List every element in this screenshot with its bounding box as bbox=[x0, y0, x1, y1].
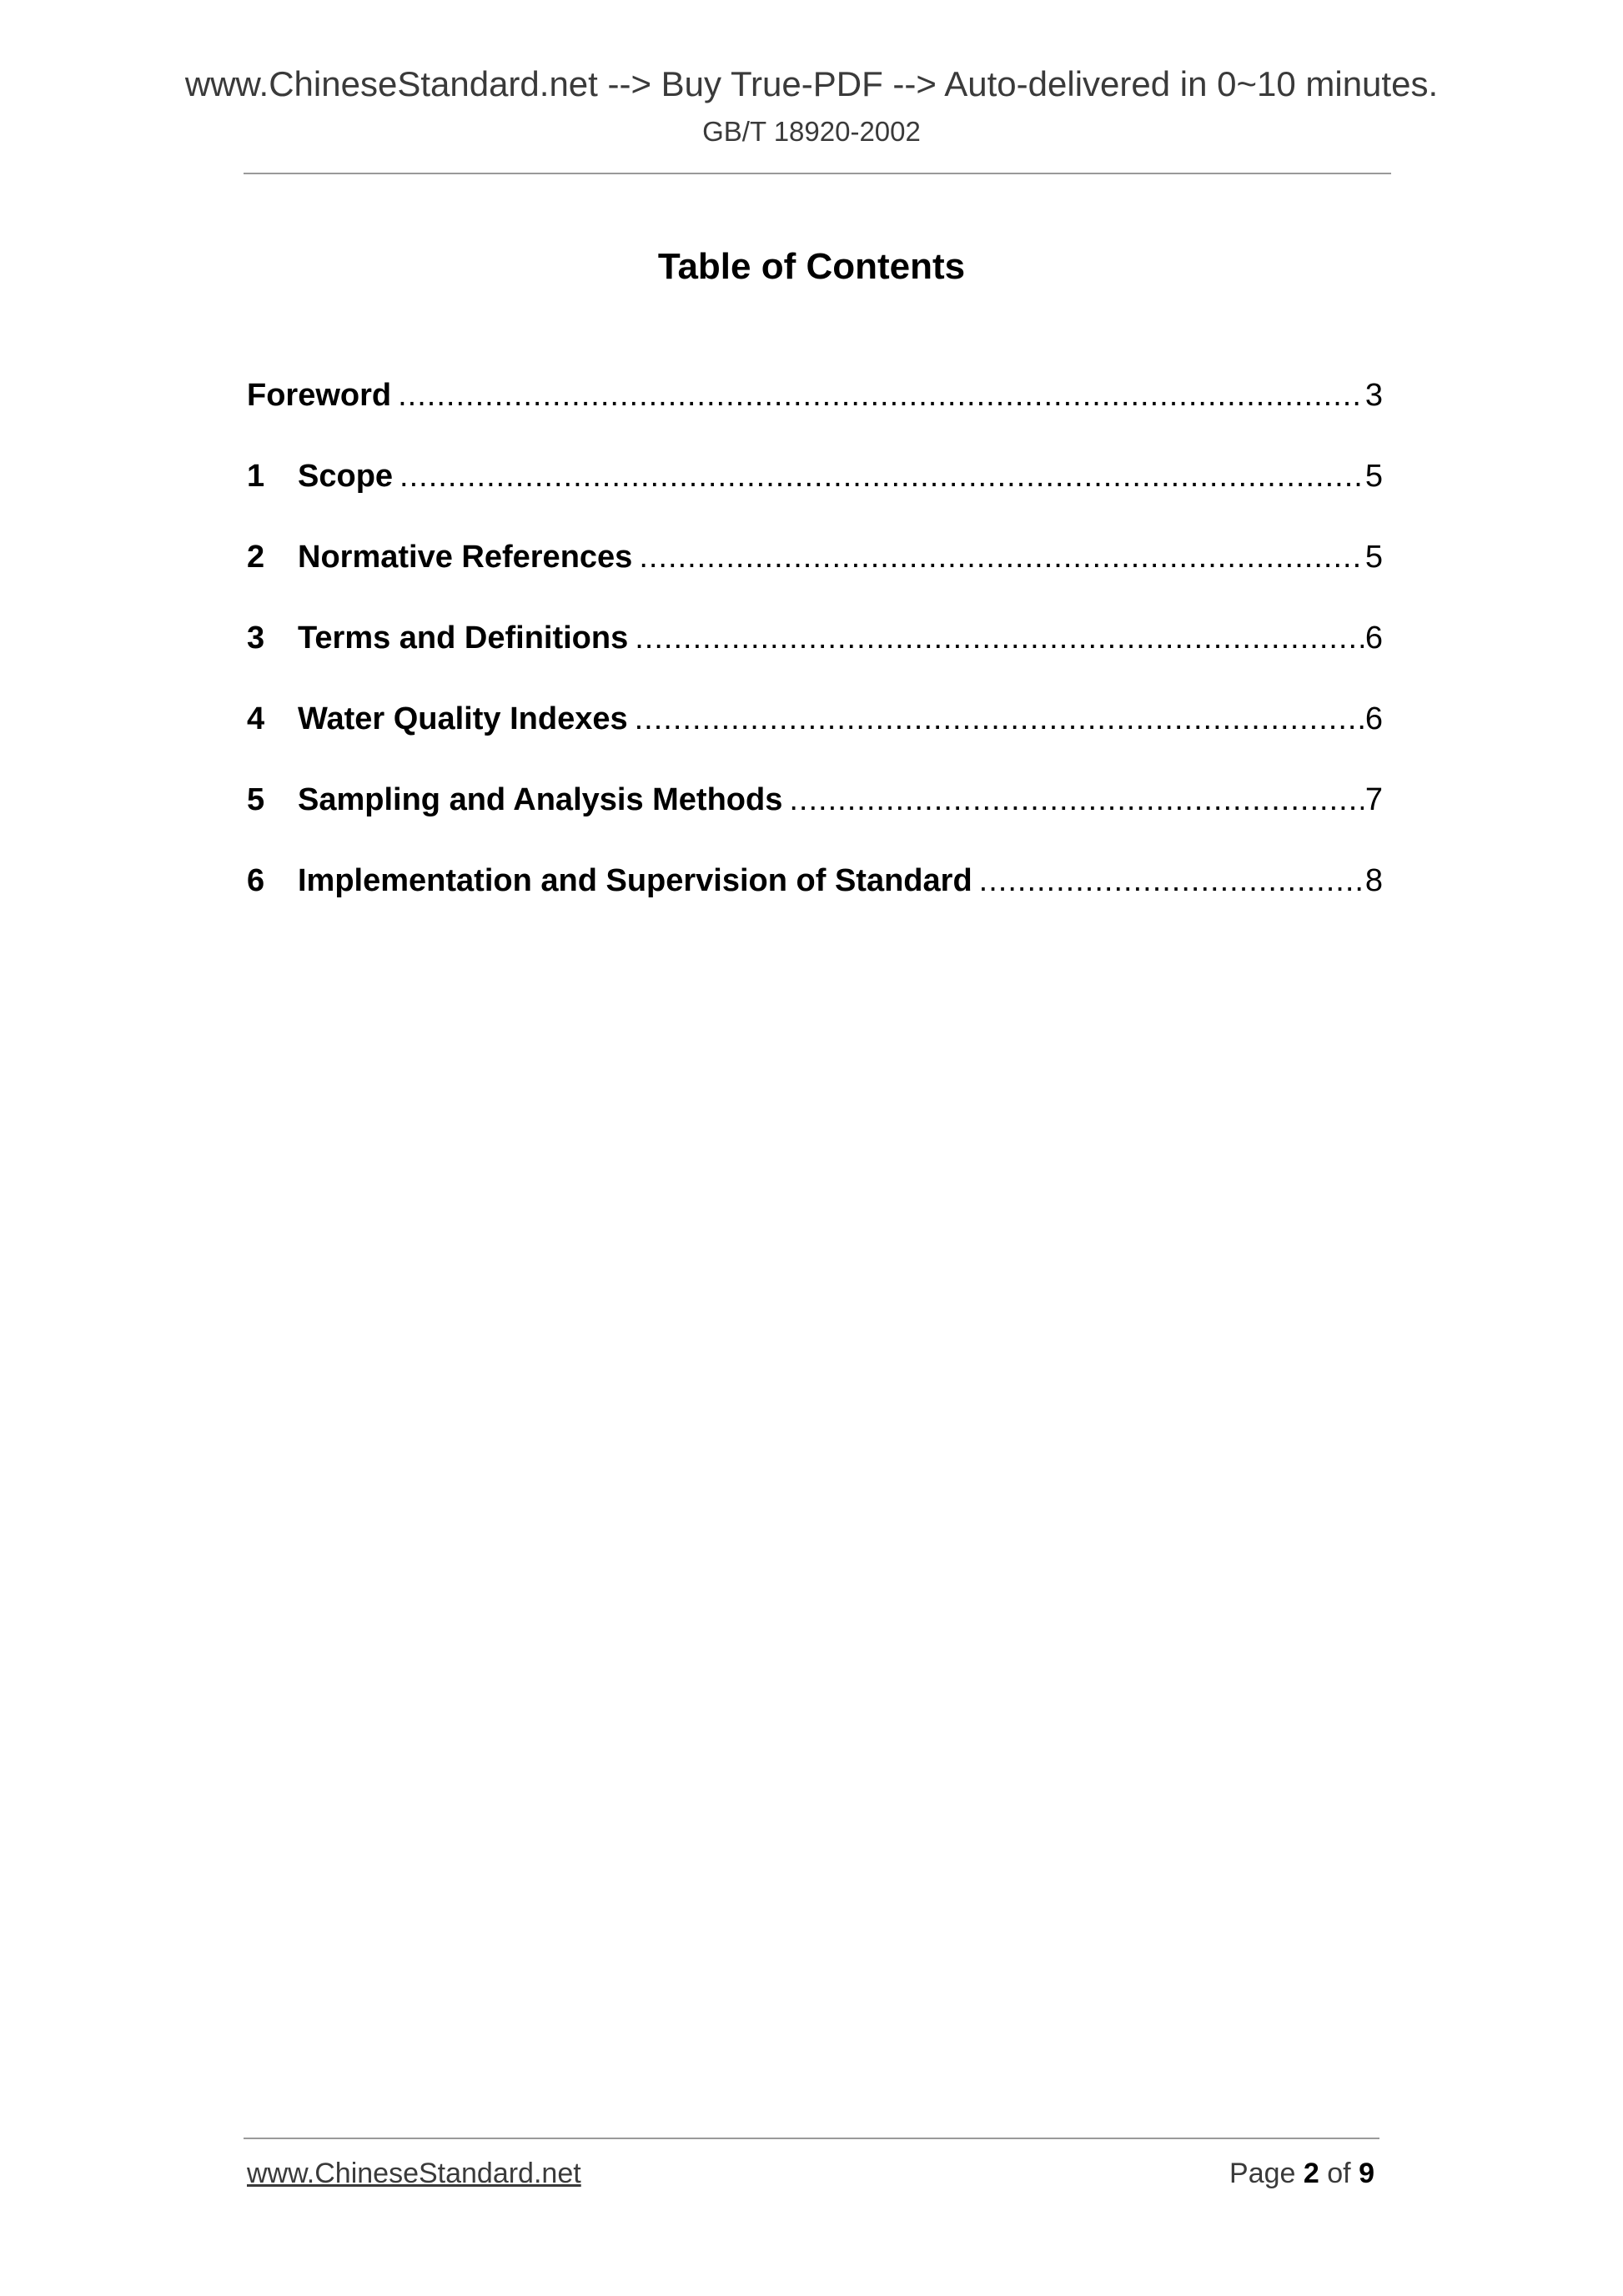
toc-entry-number: 6 bbox=[247, 863, 265, 898]
toc-entry-number: 1 bbox=[247, 459, 265, 494]
toc-dot-leader bbox=[979, 862, 1364, 901]
toc-entry-page: 5 bbox=[1364, 540, 1383, 575]
toc-entry-label: Sampling and Analysis Methods bbox=[298, 782, 783, 817]
toc-dot-leader bbox=[635, 701, 1364, 739]
toc-entry-implementation-and-supervision[interactable] bbox=[247, 862, 1383, 943]
toc-entry-label: Terms and Definitions bbox=[298, 620, 629, 656]
toc-entry-number: 4 bbox=[247, 701, 265, 736]
page-current: 2 bbox=[1303, 2158, 1319, 2189]
toc-dot-leader bbox=[789, 781, 1364, 820]
toc-dot-leader bbox=[398, 377, 1364, 415]
toc-dot-leader bbox=[639, 539, 1364, 577]
toc-entry-page: 5 bbox=[1364, 459, 1383, 494]
toc-entry-label: Foreword bbox=[247, 378, 392, 413]
page-prefix: Page bbox=[1229, 2158, 1296, 2189]
toc-entry-scope[interactable] bbox=[247, 458, 1383, 539]
toc-entry-water-quality-indexes[interactable] bbox=[247, 701, 1383, 781]
toc-entry-page: 3 bbox=[1364, 378, 1383, 413]
page-of: of bbox=[1327, 2158, 1351, 2189]
toc-entry-label: Water Quality Indexes bbox=[298, 701, 628, 736]
toc-entry-label: Normative References bbox=[298, 540, 633, 575]
page-total: 9 bbox=[1359, 2158, 1374, 2189]
toc-entry-terms-and-definitions[interactable] bbox=[247, 620, 1383, 701]
toc-entry-number: 5 bbox=[247, 782, 265, 817]
standard-code: GB/T 18920-2002 bbox=[702, 116, 921, 147]
toc-entry-label: Scope bbox=[298, 459, 394, 494]
page-indicator bbox=[1229, 2158, 1374, 2189]
footer-divider bbox=[244, 2138, 1379, 2139]
toc-entry-sampling-and-analysis-methods[interactable] bbox=[247, 781, 1383, 862]
footer-website-link[interactable]: www.ChineseStandard.net bbox=[247, 2158, 581, 2189]
page-title: Table of Contents bbox=[657, 246, 966, 287]
toc-dot-leader bbox=[635, 620, 1364, 658]
header-divider bbox=[244, 173, 1391, 174]
toc-entry-page: 7 bbox=[1364, 782, 1383, 817]
toc-entry-label: Implementation and Supervision of Standard bbox=[298, 863, 972, 898]
toc-entry-number: 2 bbox=[247, 540, 265, 575]
toc-entry-number: 3 bbox=[247, 620, 265, 656]
toc-entry-page: 6 bbox=[1364, 620, 1383, 656]
toc-entry-foreword[interactable] bbox=[247, 377, 1383, 458]
toc-entry-page: 8 bbox=[1364, 863, 1383, 898]
toc-list bbox=[247, 377, 1383, 943]
toc-entry-page: 6 bbox=[1364, 701, 1383, 736]
toc-entry-normative-references[interactable] bbox=[247, 539, 1383, 620]
toc-dot-leader bbox=[399, 458, 1364, 496]
header-banner: www.ChineseStandard.net --> Buy True-PDF --> Auto-delivered in 0~10 minutes. bbox=[184, 64, 1439, 103]
